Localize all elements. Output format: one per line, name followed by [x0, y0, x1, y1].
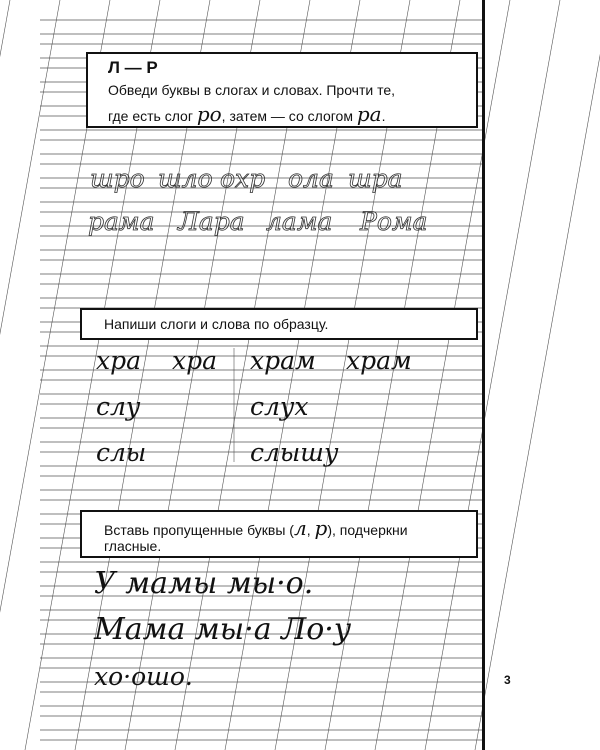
- trace-word: Лара: [178, 207, 245, 236]
- syllable-ro: ро: [196, 102, 222, 126]
- exercise-sentence: хо·ошо.: [94, 662, 193, 691]
- trace-word: лама: [266, 207, 333, 236]
- trace-syllable: охр: [220, 164, 266, 193]
- task-box-insert: [80, 510, 478, 558]
- instruction-text: ), подчеркни: [327, 522, 408, 538]
- trace-word: рама: [88, 207, 155, 236]
- task-box-trace: [86, 52, 478, 128]
- task-box-copy: [80, 308, 478, 340]
- sample-syllable: хра: [96, 346, 142, 375]
- instruction-line-2: [108, 102, 385, 126]
- sample-word: слышу: [250, 438, 339, 467]
- trace-syllable: шло: [158, 164, 213, 193]
- instruction-text: , затем — со слогом: [221, 108, 353, 124]
- sample-syllable: слу: [96, 392, 141, 421]
- instruction-text: .: [381, 108, 386, 124]
- instruction-line-1: Обведи буквы в слогах и словах. Прочти те,: [108, 82, 396, 98]
- sample-syllable: хра: [172, 346, 218, 375]
- instruction-line-1: [104, 516, 408, 540]
- trace-word: Рома: [360, 207, 428, 236]
- exercise-sentence: Мама мы·а Ло·у: [94, 612, 352, 647]
- trace-syllable: шра: [348, 164, 403, 193]
- instruction-text: где есть слог: [108, 108, 193, 124]
- sample-word: храм: [346, 346, 412, 375]
- instruction-text: Вставь пропущенные буквы (: [104, 522, 294, 538]
- letter-l: л: [293, 516, 307, 540]
- sample-word: слух: [250, 392, 309, 421]
- instruction-line-2: гласные.: [104, 538, 162, 554]
- syllable-ra: ра: [356, 102, 382, 126]
- slant-line: [0, 0, 60, 750]
- trace-syllable: шро: [90, 164, 145, 193]
- letter-r: р: [314, 516, 328, 540]
- margin-line: [482, 0, 485, 750]
- sample-syllable: слы: [96, 438, 147, 467]
- exercise-sentence: У мамы мы·о.: [94, 566, 314, 601]
- slant-line: [0, 0, 10, 750]
- sample-word: храм: [250, 346, 316, 375]
- trace-syllable: ола: [288, 164, 334, 193]
- instruction-line: Напиши слоги и слова по образцу.: [104, 316, 329, 332]
- slant-line: [475, 0, 600, 750]
- task-heading: Л — Р: [108, 58, 158, 77]
- page-number: 3: [504, 673, 511, 687]
- instruction-text: ,: [306, 522, 315, 538]
